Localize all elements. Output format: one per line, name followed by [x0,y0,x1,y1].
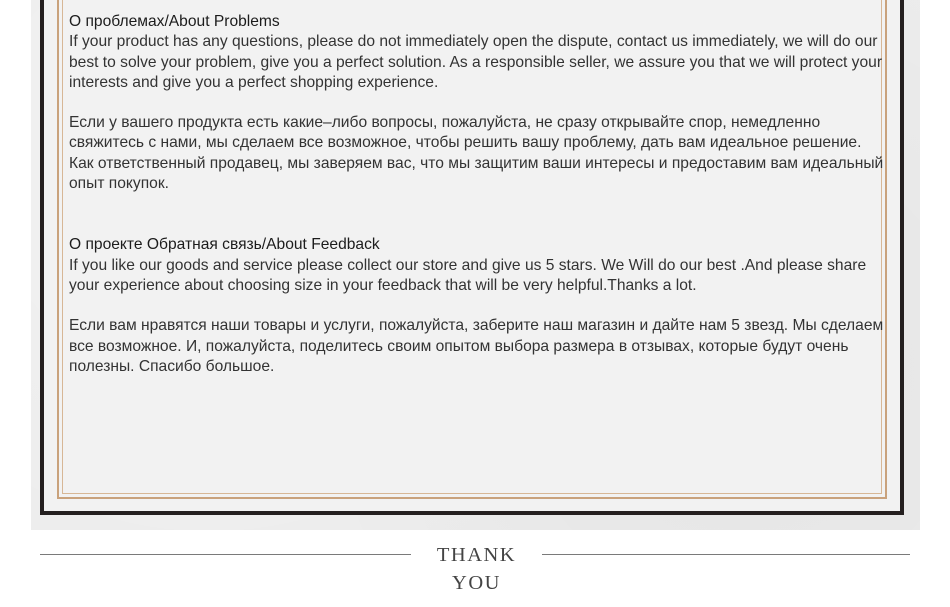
thank-you-footer [40,541,910,594]
divider-left [40,554,411,555]
problems-section [69,12,889,194]
problems-english-text: If your product has any questions, please do not immediately open the dispute, contact us immediately, we will do our best to solve your problem, give you a perfect solution. As a responsible seller, we assure you that we will protect your interests and give you a perfect shopping experience. [69,33,883,91]
problems-title: О проблемах/About Problems [69,13,280,30]
feedback-section [69,235,889,377]
info-content [69,12,889,377]
feedback-title: О проекте Обратная связь/About Feedback [69,236,380,254]
feedback-english-text: If you like our goods and service please collect our store and give us 5 stars. We Will do our best .And please share your experience about choosing size in your feedback that will be very helpful.Thanks a lot. [69,256,867,294]
thank-you-text: THANK YOU [436,544,517,594]
feedback-russian-text: Если вам нравятся наши товары и услуги, пожалуйста, заберите наш магазин и дайте нам 5 звезд. Мы сделаем все возможное. И, пожалуйста, поделитесь своим опытом выбора размера в отзывах, которые будут очень полезны. Спасибо большое. [69,317,884,375]
divider-right [542,554,910,555]
problems-russian-text: Если у вашего продукта есть какие–либо вопросы, пожалуйста, не сразу открывайте спор, немедленно свяжитесь с нами, мы сделаем все возможное, чтобы решить вашу проблему, дать вам идеальное решение. Как ответственный продавец, мы заверяем вас, что мы защитим ваши интересы и предоставим вам идеальный опыт покупок. [69,114,884,193]
